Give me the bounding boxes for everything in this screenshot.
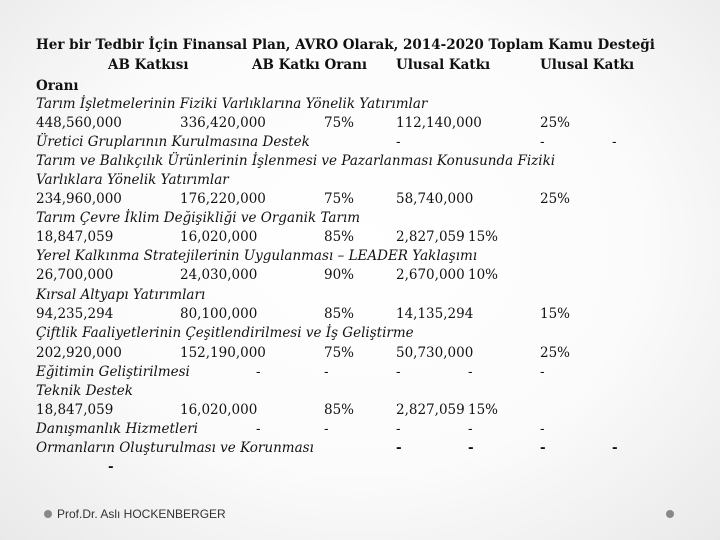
dash-value: - (324, 421, 329, 437)
total-value: 94,235,294 (36, 306, 114, 322)
measure-name: Tarım İşletmelerinin Fiziki Varlıklarına Yönelik Yatırımlar (36, 96, 428, 112)
dash-value: - (256, 364, 261, 380)
dash-value: - (540, 440, 546, 456)
header-ab-rate: AB Katkı Oranı (252, 57, 368, 73)
bullet-dot-icon (666, 510, 674, 518)
total-value: 26,700,000 (36, 267, 114, 283)
measure-name: Kırsal Altyapı Yatırımları (36, 287, 206, 303)
dash-value: - (540, 364, 545, 380)
ab-rate: 85% (324, 402, 355, 418)
extra-value: - (612, 134, 617, 150)
measure-name: Yerel Kalkınma Stratejilerinin Uygulanması – LEADER Yaklaşımı (36, 248, 478, 264)
header-national-contribution: Ulusal Katkı (396, 57, 491, 73)
ab-value: 176,220,000 (180, 191, 266, 207)
national-rate: 15% (468, 402, 499, 418)
national-rate: 25% (540, 191, 571, 207)
ab-rate: 85% (324, 306, 355, 322)
dash-value: - (468, 421, 473, 437)
national-rate: 15% (540, 306, 571, 322)
measure-name: Ormanların Oluşturulması ve Korunması (36, 440, 314, 456)
header-ab-contribution: AB Katkısı (108, 57, 189, 73)
total-value: 18,847,059 (36, 402, 114, 418)
measure-name: Çiftlik Faaliyetlerinin Çeşitlendirilmesi ve İş Geliştirme (36, 325, 414, 341)
ab-value: 80,100,000 (180, 306, 258, 322)
dash-value: - (256, 421, 261, 437)
ab-value: 336,420,000 (180, 115, 266, 131)
ab-rate: 90% (324, 267, 355, 283)
dash-value: - (396, 440, 402, 456)
dash-value: - (396, 364, 401, 380)
national-value: 2,827,059 (396, 229, 465, 245)
national-rate: 15% (468, 229, 499, 245)
total-value: 448,560,000 (36, 115, 122, 131)
dash-value: - (540, 421, 545, 437)
national-value: 14,135,294 (396, 306, 474, 322)
ab-value: 24,030,000 (180, 267, 258, 283)
total-value: 18,847,059 (36, 229, 114, 245)
total-value: 202,920,000 (36, 345, 122, 361)
national-value: - (396, 134, 401, 150)
ab-value: 16,020,000 (180, 402, 258, 418)
dash-value: - (468, 364, 473, 380)
measure-name: Teknik Destek (36, 383, 133, 399)
national-rate: 10% (468, 267, 499, 283)
national-value: 2,670,000 (396, 267, 465, 283)
dash-value: - (324, 364, 329, 380)
dash-value: - (612, 440, 618, 456)
bullet-dot-icon (44, 510, 52, 518)
national-value: 2,827,059 (396, 402, 465, 418)
national-value: 112,140,000 (396, 115, 482, 131)
ab-rate: 75% (324, 345, 355, 361)
header-national-rate-continued: Oranı (36, 78, 79, 94)
total-value: 234,960,000 (36, 191, 122, 207)
dash-value: - (396, 421, 401, 437)
ab-rate: 85% (324, 229, 355, 245)
measure-name: Üretici Gruplarının Kurulmasına Destek (36, 134, 310, 150)
national-rate: 25% (540, 345, 571, 361)
national-rate: - (540, 134, 545, 150)
measure-name: Tarım Çevre İklim Değişikliği ve Organik Tarım (36, 210, 361, 226)
national-rate: 25% (540, 115, 571, 131)
measure-name: Eğitimin Geliştirilmesi (36, 364, 190, 380)
measure-name-continued: Varlıklara Yönelik Yatırımlar (36, 172, 229, 188)
header-national-rate: Ulusal Katkı (540, 57, 635, 73)
ab-value: 152,190,000 (180, 345, 266, 361)
dash-value: - (468, 440, 474, 456)
measure-name: Danışmanlık Hizmetleri (36, 421, 198, 437)
ab-rate: 75% (324, 191, 355, 207)
measure-name: Tarım ve Balıkçılık Ürünlerinin İşlenmesi ve Pazarlanması Konusunda Fiziki (36, 153, 556, 169)
national-value: 58,740,000 (396, 191, 474, 207)
national-value: 50,730,000 (396, 345, 474, 361)
ab-value: 16,020,000 (180, 229, 258, 245)
page-title: Her bir Tedbir İçin Finansal Plan, AVRO Olarak, 2014-2020 Toplam Kamu Desteği (36, 37, 655, 53)
dash-value: - (108, 459, 114, 475)
footer-author: Prof.Dr. Aslı HOCKENBERGER (57, 507, 226, 521)
ab-rate: 75% (324, 115, 355, 131)
